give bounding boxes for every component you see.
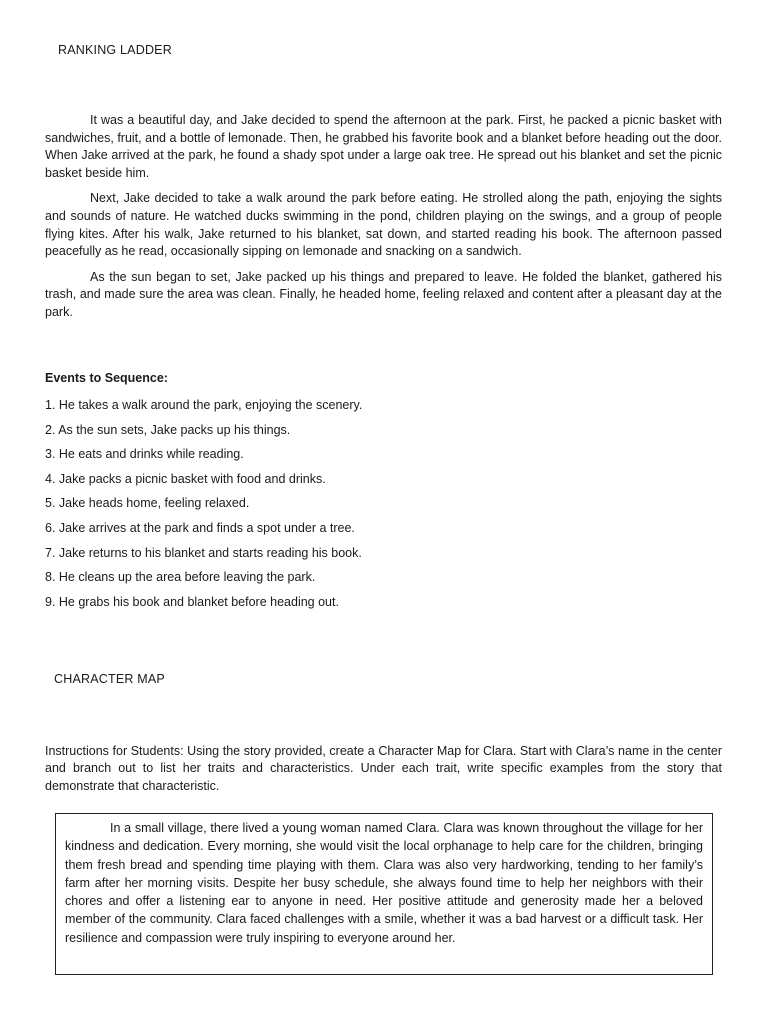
character-map-heading: CHARACTER MAP — [54, 672, 165, 686]
story-paragraph: It was a beautiful day, and Jake decided to spend the afternoon at the park. First, he packed a picnic basket with sandwiches, fruit, and a bottle of lemonade. Then, he grabbed his favorite book and a blanket before heading out the door. When Jake arrived at the park, he found a shady spot under a large oak tree. He spread out his blanket and set the picnic basket beside him. — [45, 113, 722, 180]
event-item: 9. He grabs his book and blanket before heading out. — [45, 594, 339, 609]
events-list — [45, 396, 722, 617]
event-item: 7. Jake returns to his blanket and starts reading his book. — [45, 545, 362, 560]
event-item: 3. He eats and drinks while reading. — [45, 447, 244, 462]
instructions-text: Instructions for Students: Using the story provided, create a Character Map for Clara. Start with Clara’s name in the center and branch out to list her traits and characteristics. Under each trait, write specific examples from the story that demonstrate that characteristic. — [45, 744, 722, 793]
event-item: 4. Jake packs a picnic basket with food and drinks. — [45, 471, 326, 486]
event-item: 2. As the sun sets, Jake packs up his things. — [45, 422, 291, 437]
clara-story-box — [55, 813, 713, 975]
event-item: 6. Jake arrives at the park and finds a spot under a tree. — [45, 520, 355, 535]
clara-story-text: In a small village, there lived a young woman named Clara. Clara was known throughout the village for her kindness and dedication. Every morning, she would visit the local orphanage to help care for the children, bringing them fresh bread and spending time playing with them. Clara was also very hardworking, tending to her family’s farm after her morning visits. Despite her busy schedule, she always found time to help her neighbors with their chores and offer a listening ear to anyone in need. Her positive attitude and generosity made her a beloved member of the community. Clara faced challenges with a smile, whether it was a bad harvest or a difficult task. Her resilience and compassion were truly inspiring to everyone around her. — [65, 821, 703, 945]
events-heading: Events to Sequence: — [45, 371, 168, 385]
ranking-ladder-heading: RANKING LADDER — [58, 43, 172, 57]
event-item: 5. Jake heads home, feeling relaxed. — [45, 496, 250, 511]
jake-story — [45, 112, 722, 322]
story-paragraph: As the sun began to set, Jake packed up his things and prepared to leave. He folded the blanket, gathered his trash, and made sure the area was clean. Finally, he headed home, feeling relaxed and content after a pleasant day at the park. — [45, 269, 722, 319]
event-item: 8. He cleans up the area before leaving the park. — [45, 570, 316, 585]
event-item: 1. He takes a walk around the park, enjoying the scenery. — [45, 398, 363, 412]
story-paragraph: Next, Jake decided to take a walk around the park before eating. He strolled along the path, enjoying the sights and sounds of nature. He watched ducks swimming in the pond, children playing on the swings, and a group of people flying kites. After his walk, Jake returned to his blanket, sat down, and started reading his book. The afternoon passed peacefully as he read, occasionally sipping on lemonade and snacking on a sandwich. — [45, 191, 722, 259]
